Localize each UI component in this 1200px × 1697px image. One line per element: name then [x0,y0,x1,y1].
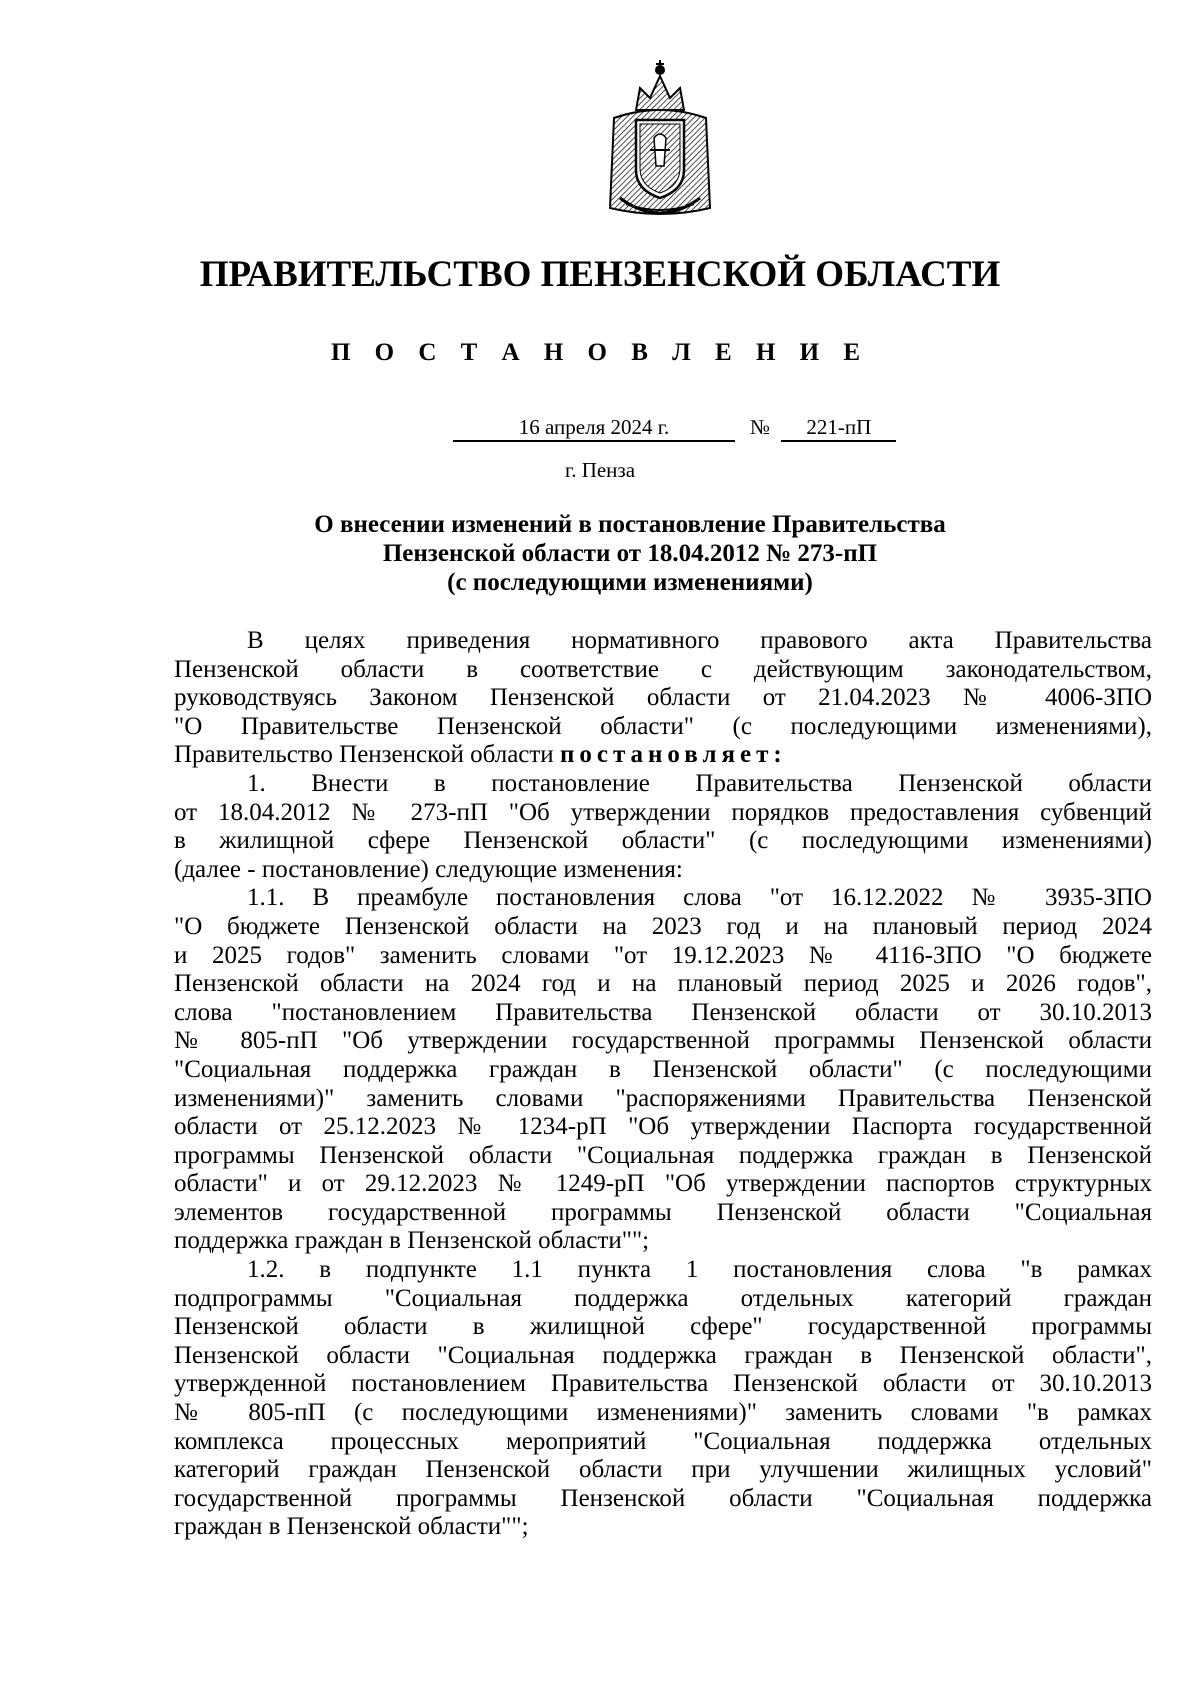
body-line: Пензенской области на 2024 год и на плановый период 2025 и 2026 годов", [174,970,1152,998]
body-line: В целях приведения нормативного правового акта Правительства [247,627,1152,654]
document-number: 221-пП [781,414,896,442]
document-body [174,627,1152,1542]
body-line: № 805-пП "Об утверждении государственной программы Пензенской области [174,1027,1152,1055]
body-line: Пензенской области в жилищной сфере" государственной программы [174,1313,1152,1341]
body-line: государственной программы Пензенской области "Социальная поддержка [174,1484,1152,1512]
subject-line: О внесении изменений в постановление Правительства [314,511,946,538]
body-line: изменениями)" заменить словами "распоряжениями Правительства Пензенской [174,1084,1152,1112]
subject-line: (с последующими изменениями) [447,569,813,596]
body-line: категорий граждан Пензенской области при улучшении жилищных условий" [174,1456,1152,1484]
body-line: слова "постановлением Правительства Пензенской области от 30.10.2013 [174,998,1152,1026]
body-line: поддержка граждан в Пензенской области""; [174,1227,650,1255]
body-line: (далее - постановление) следующие изменения: [174,855,683,883]
body-line: области" и от 29.12.2023 № 1249-рП "Об утверждении паспортов структурных [174,1170,1152,1198]
government-title: ПРАВИТЕЛЬСТВО ПЕНЗЕНСКОЙ ОБЛАСТИ [199,254,1001,295]
body-line: "Социальная поддержка граждан в Пензенской области" (с последующими [174,1055,1152,1083]
document-subject [250,510,1010,597]
body-line: Пензенской области "Социальная поддержка граждан в Пензенской области", [174,1341,1152,1369]
document-date-field [453,414,733,442]
body-line: утвержденной постановлением Правительства Пензенской области от 30.10.2013 [174,1370,1152,1398]
subject-line: Пензенской области от 18.04.2012 № 273-пП [382,540,878,567]
body-line: комплекса процессных мероприятий "Социальная поддержка отдельных [174,1427,1152,1455]
body-line: в жилищной сфере Пензенской области" (с последующими изменениями) [174,827,1152,855]
body-line: руководствуясь Законом Пензенской области от 21.04.2023 № 4006-ЗПО [174,684,1152,712]
body-line: программы Пензенской области "Социальная поддержка граждан в Пензенской [174,1141,1152,1169]
document-number-field [750,414,896,442]
document-city: г. Пенза [564,458,636,482]
body-line: области от 25.12.2023 № 1234-рП "Об утверждении Паспорта государственной [174,1113,1152,1141]
body-line: подпрограммы "Социальная поддержка отдельных категорий граждан [174,1284,1152,1312]
document-type: П О С Т А Н О В Л Е Н И Е [330,339,870,366]
body-line: от 18.04.2012 № 273-пП "Об утверждении порядков предоставления субвенций [174,798,1152,826]
body-line: 1.2. в подпункте 1.1 пункта 1 постановления слова "в рамках [247,1256,1152,1284]
body-line: элементов государственной программы Пензенской области "Социальная [174,1198,1152,1226]
body-line: и 2025 годов" заменить словами "от 19.12.2023 № 4116-ЗПО "О бюджете [174,941,1152,969]
resolution-word: постановляет: [559,741,787,769]
body-line: "О бюджете Пензенской области на 2023 год и на плановый период 2024 [174,912,1152,940]
body-line: "О Правительстве Пензенской области" (с последующими изменениями), [174,712,1152,740]
number-sign: № [750,415,771,439]
body-line: № 805-пП (с последующими изменениями)" заменить словами "в рамках [174,1399,1152,1427]
body-line [174,741,1152,770]
body-line: 1.1. В преамбуле постановления слова "от 16.12.2022 № 3935-ЗПО [247,884,1152,912]
coat-of-arms-icon [606,58,714,218]
body-text: Правительство Пензенской области [174,741,560,769]
document-date: 16 апреля 2024 г. [453,414,735,442]
body-line: 1. Внести в постановление Правительства Пензенской области [247,769,1152,797]
body-line: Пензенской области в соответствие с действующим законодательством, [174,655,1152,683]
body-line: граждан в Пензенской области""; [174,1513,529,1541]
